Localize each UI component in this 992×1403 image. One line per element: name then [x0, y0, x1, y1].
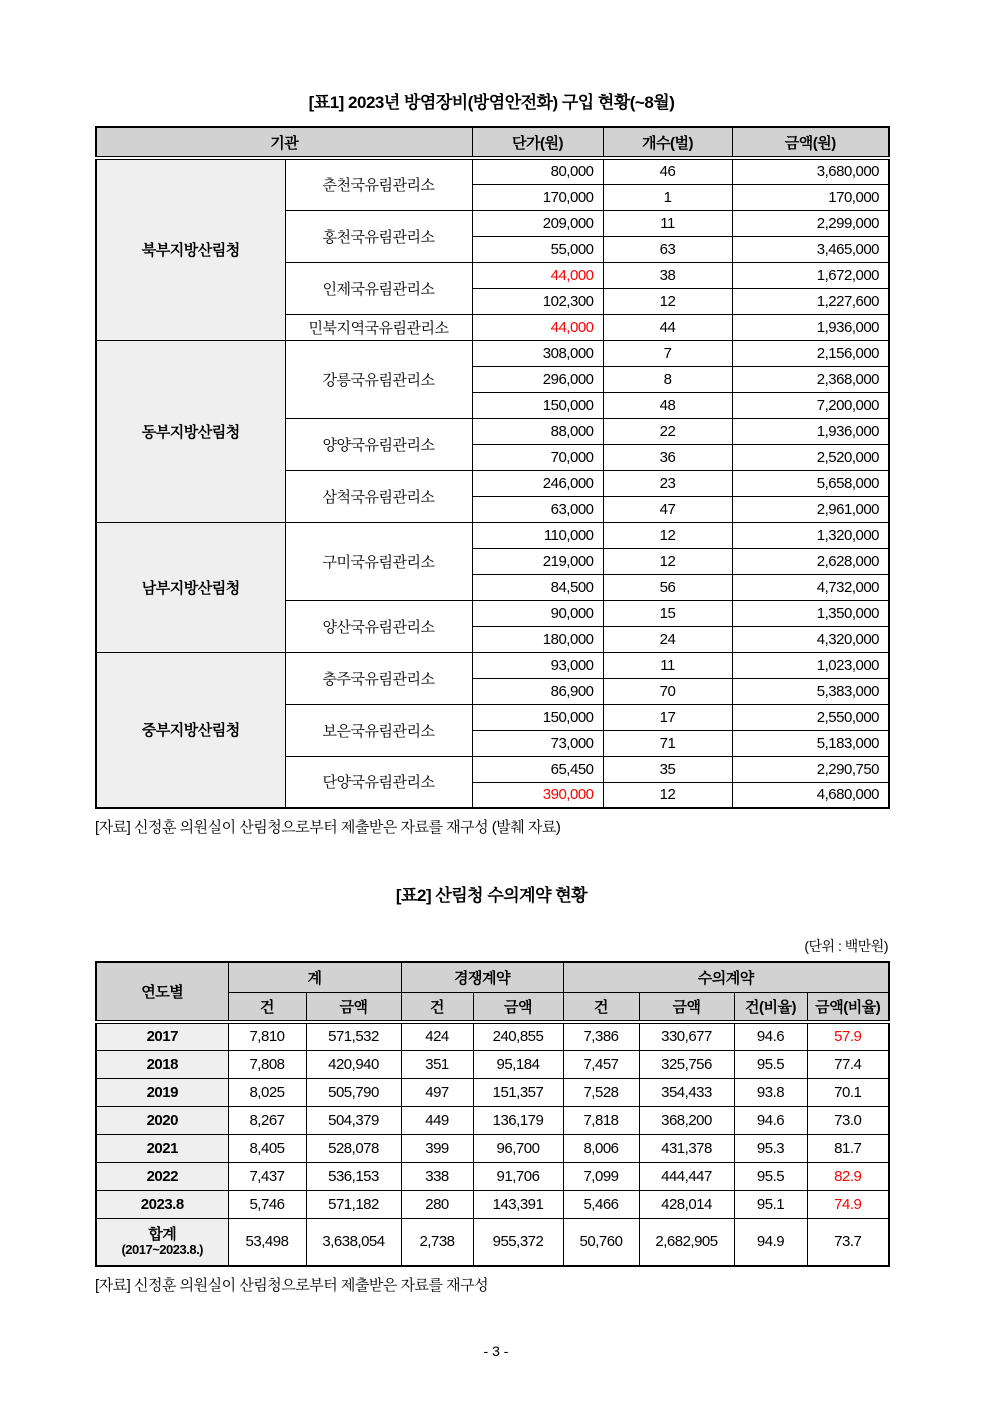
negotiated-count-ratio-cell: 95.3	[734, 1134, 807, 1162]
amount-cell: 1,023,000	[732, 652, 889, 678]
total-amount-cell: 3,638,054	[306, 1218, 401, 1266]
count-cell: 17	[603, 704, 732, 730]
unit-price-cell: 180,000	[472, 626, 603, 652]
amount-cell: 2,520,000	[732, 444, 889, 470]
unit-price-cell: 86,900	[472, 678, 603, 704]
unit-price-cell: 150,000	[472, 704, 603, 730]
count-cell: 1	[603, 184, 732, 210]
unit-price-cell: 308,000	[472, 340, 603, 366]
office-name-cell: 삼척국유림관리소	[285, 470, 472, 522]
competitive-amount-cell: 151,357	[473, 1078, 563, 1106]
negotiated-amount-ratio-cell: 57.9	[807, 1022, 889, 1050]
competitive-count-cell: 449	[401, 1106, 473, 1134]
unit-price-cell: 102,300	[472, 288, 603, 314]
table-row	[96, 522, 889, 548]
amount-cell: 170,000	[732, 184, 889, 210]
table2-subheader-competitive-amount: 금액	[473, 992, 563, 1022]
competitive-amount-cell: 91,706	[473, 1162, 563, 1190]
table1-header-row	[96, 127, 889, 158]
year-cell: 2021	[96, 1134, 228, 1162]
count-cell: 12	[603, 548, 732, 574]
amount-cell: 5,658,000	[732, 470, 889, 496]
negotiated-amount-ratio-cell: 73.7	[807, 1218, 889, 1266]
amount-cell: 1,227,600	[732, 288, 889, 314]
total-amount-cell: 505,790	[306, 1078, 401, 1106]
unit-price-cell: 219,000	[472, 548, 603, 574]
year-cell: 2022	[96, 1162, 228, 1190]
unit-price-cell: 44,000	[472, 314, 603, 340]
competitive-count-cell: 399	[401, 1134, 473, 1162]
negotiated-amount-cell: 428,014	[639, 1190, 734, 1218]
table-row	[96, 1190, 889, 1218]
office-name-cell: 춘천국유림관리소	[285, 158, 472, 210]
unit-price-cell: 170,000	[472, 184, 603, 210]
negotiated-amount-ratio-cell: 82.9	[807, 1162, 889, 1190]
unit-price-cell: 65,450	[472, 756, 603, 782]
amount-cell: 4,320,000	[732, 626, 889, 652]
total-count-cell: 8,405	[228, 1134, 306, 1162]
table-row	[96, 158, 889, 184]
count-cell: 24	[603, 626, 732, 652]
count-cell: 15	[603, 600, 732, 626]
table-row	[96, 1022, 889, 1050]
table2-source-note: [자료] 신정훈 의원실이 산림청으로부터 제출받은 자료를 재구성	[95, 1277, 489, 1294]
count-cell: 7	[603, 340, 732, 366]
regional-office-cell: 북부지방산림청	[96, 158, 285, 340]
office-name-cell: 구미국유림관리소	[285, 522, 472, 600]
total-count-cell: 7,437	[228, 1162, 306, 1190]
negotiated-amount-ratio-cell: 74.9	[807, 1190, 889, 1218]
total-count-cell: 7,810	[228, 1022, 306, 1050]
unit-price-cell: 246,000	[472, 470, 603, 496]
competitive-amount-cell: 95,184	[473, 1050, 563, 1078]
negotiated-count-ratio-cell: 95.5	[734, 1162, 807, 1190]
negotiated-amount-cell: 444,447	[639, 1162, 734, 1190]
count-cell: 36	[603, 444, 732, 470]
amount-cell: 4,732,000	[732, 574, 889, 600]
amount-cell: 5,383,000	[732, 678, 889, 704]
competitive-amount-cell: 136,179	[473, 1106, 563, 1134]
count-cell: 63	[603, 236, 732, 262]
count-cell: 12	[603, 288, 732, 314]
total-count-cell: 8,267	[228, 1106, 306, 1134]
negotiated-count-cell: 7,386	[563, 1022, 639, 1050]
office-name-cell: 강릉국유림관리소	[285, 340, 472, 418]
table2-subheader-count-ratio: 건(비율)	[734, 992, 807, 1022]
table2-subheader-negotiated-amount: 금액	[639, 992, 734, 1022]
competitive-count-cell: 2,738	[401, 1218, 473, 1266]
unit-price-cell: 70,000	[472, 444, 603, 470]
office-name-cell: 충주국유림관리소	[285, 652, 472, 704]
table2-subheader-negotiated-count: 건	[563, 992, 639, 1022]
table1-header-org: 기관	[96, 127, 472, 158]
amount-cell: 2,628,000	[732, 548, 889, 574]
negotiated-count-cell: 8,006	[563, 1134, 639, 1162]
total-count-cell: 53,498	[228, 1218, 306, 1266]
count-cell: 22	[603, 418, 732, 444]
table-row-total	[96, 1218, 889, 1266]
year-cell	[96, 1218, 228, 1266]
year-cell: 2020	[96, 1106, 228, 1134]
table2-subheader-total-count: 건	[228, 992, 306, 1022]
table-row	[96, 1106, 889, 1134]
amount-cell: 2,961,000	[732, 496, 889, 522]
table2-header-year: 연도별	[96, 962, 228, 1022]
competitive-amount-cell: 240,855	[473, 1022, 563, 1050]
count-cell: 46	[603, 158, 732, 184]
table-row	[96, 340, 889, 366]
amount-cell: 1,936,000	[732, 418, 889, 444]
competitive-count-cell: 424	[401, 1022, 473, 1050]
count-cell: 71	[603, 730, 732, 756]
negotiated-count-ratio-cell: 93.8	[734, 1078, 807, 1106]
negotiated-amount-cell: 368,200	[639, 1106, 734, 1134]
amount-cell: 3,465,000	[732, 236, 889, 262]
total-range-label: (2017~2023.8.)	[121, 1242, 204, 1258]
year-cell: 2019	[96, 1078, 228, 1106]
competitive-amount-cell: 143,391	[473, 1190, 563, 1218]
regional-office-cell: 중부지방산림청	[96, 652, 285, 808]
negotiated-count-ratio-cell: 94.6	[734, 1106, 807, 1134]
negotiated-amount-cell: 325,756	[639, 1050, 734, 1078]
unit-note: (단위 : 백만원)	[804, 938, 888, 954]
competitive-count-cell: 351	[401, 1050, 473, 1078]
count-cell: 35	[603, 756, 732, 782]
total-amount-cell: 536,153	[306, 1162, 401, 1190]
count-cell: 56	[603, 574, 732, 600]
count-cell: 70	[603, 678, 732, 704]
competitive-amount-cell: 96,700	[473, 1134, 563, 1162]
count-cell: 23	[603, 470, 732, 496]
count-cell: 38	[603, 262, 732, 288]
total-count-cell: 7,808	[228, 1050, 306, 1078]
total-amount-cell: 504,379	[306, 1106, 401, 1134]
amount-cell: 4,680,000	[732, 782, 889, 808]
page-content	[95, 0, 888, 1295]
regional-office-cell: 남부지방산림청	[96, 522, 285, 652]
negotiated-count-cell: 7,528	[563, 1078, 639, 1106]
page-number: - 3 -	[483, 1343, 509, 1359]
negotiated-amount-cell: 330,677	[639, 1022, 734, 1050]
amount-cell: 2,299,000	[732, 210, 889, 236]
unit-price-cell: 63,000	[472, 496, 603, 522]
total-amount-cell: 420,940	[306, 1050, 401, 1078]
unit-price-cell: 73,000	[472, 730, 603, 756]
year-cell: 2018	[96, 1050, 228, 1078]
table2-subheader-total-amount: 금액	[306, 992, 401, 1022]
count-cell: 12	[603, 522, 732, 548]
negotiated-count-cell: 5,466	[563, 1190, 639, 1218]
amount-cell: 7,200,000	[732, 392, 889, 418]
total-amount-cell: 528,078	[306, 1134, 401, 1162]
unit-price-cell: 90,000	[472, 600, 603, 626]
unit-price-cell: 390,000	[472, 782, 603, 808]
office-name-cell: 보은국유림관리소	[285, 704, 472, 756]
office-name-cell: 단양국유림관리소	[285, 756, 472, 808]
year-cell: 2023.8	[96, 1190, 228, 1218]
table2-header-total: 계	[228, 962, 401, 992]
count-cell: 48	[603, 392, 732, 418]
count-cell: 47	[603, 496, 732, 522]
table2-header-negotiated: 수의계약	[563, 962, 889, 992]
total-amount-cell: 571,532	[306, 1022, 401, 1050]
amount-cell: 2,368,000	[732, 366, 889, 392]
negotiated-contract-table	[95, 961, 890, 1267]
negotiated-amount-ratio-cell: 81.7	[807, 1134, 889, 1162]
table-row	[96, 1050, 889, 1078]
negotiated-count-ratio-cell: 94.6	[734, 1022, 807, 1050]
unit-price-cell: 209,000	[472, 210, 603, 236]
competitive-count-cell: 280	[401, 1190, 473, 1218]
amount-cell: 2,156,000	[732, 340, 889, 366]
unit-price-cell: 296,000	[472, 366, 603, 392]
competitive-count-cell: 338	[401, 1162, 473, 1190]
total-amount-cell: 571,182	[306, 1190, 401, 1218]
negotiated-count-ratio-cell: 94.9	[734, 1218, 807, 1266]
table2-subheader-amount-ratio: 금액(비율)	[807, 992, 889, 1022]
amount-cell: 5,183,000	[732, 730, 889, 756]
table1-source-note: [자료] 신정훈 의원실이 산림청으로부터 제출받은 자료를 재구성 (발췌 자료)	[95, 819, 561, 836]
office-name-cell: 양양국유림관리소	[285, 418, 472, 470]
competitive-count-cell: 497	[401, 1078, 473, 1106]
count-cell: 44	[603, 314, 732, 340]
amount-cell: 3,680,000	[732, 158, 889, 184]
table2-header-row-1	[96, 962, 889, 992]
equipment-purchase-table	[95, 126, 890, 809]
amount-cell: 1,350,000	[732, 600, 889, 626]
negotiated-count-ratio-cell: 95.1	[734, 1190, 807, 1218]
negotiated-count-cell: 7,457	[563, 1050, 639, 1078]
amount-cell: 2,290,750	[732, 756, 889, 782]
table-row	[96, 652, 889, 678]
amount-cell: 2,550,000	[732, 704, 889, 730]
amount-cell: 1,672,000	[732, 262, 889, 288]
unit-price-cell: 88,000	[472, 418, 603, 444]
regional-office-cell: 동부지방산림청	[96, 340, 285, 522]
negotiated-amount-ratio-cell: 73.0	[807, 1106, 889, 1134]
negotiated-amount-ratio-cell: 70.1	[807, 1078, 889, 1106]
competitive-amount-cell: 955,372	[473, 1218, 563, 1266]
unit-price-cell: 55,000	[472, 236, 603, 262]
unit-price-cell: 110,000	[472, 522, 603, 548]
unit-price-cell: 150,000	[472, 392, 603, 418]
count-cell: 8	[603, 366, 732, 392]
total-count-cell: 8,025	[228, 1078, 306, 1106]
negotiated-count-cell: 50,760	[563, 1218, 639, 1266]
count-cell: 11	[603, 652, 732, 678]
amount-cell: 1,320,000	[732, 522, 889, 548]
table-row	[96, 1078, 889, 1106]
year-cell: 2017	[96, 1022, 228, 1050]
table1-header-unit-price: 단가(원)	[472, 127, 603, 158]
negotiated-count-cell: 7,099	[563, 1162, 639, 1190]
total-count-cell: 5,746	[228, 1190, 306, 1218]
unit-price-cell: 44,000	[472, 262, 603, 288]
table-row	[96, 1162, 889, 1190]
table2-subheader-competitive-count: 건	[401, 992, 473, 1022]
negotiated-amount-cell: 2,682,905	[639, 1218, 734, 1266]
negotiated-amount-cell: 431,378	[639, 1134, 734, 1162]
table1-header-count: 개수(벌)	[603, 127, 732, 158]
office-name-cell: 양산국유림관리소	[285, 600, 472, 652]
amount-cell: 1,936,000	[732, 314, 889, 340]
count-cell: 12	[603, 782, 732, 808]
negotiated-count-ratio-cell: 95.5	[734, 1050, 807, 1078]
table1-header-amount: 금액(원)	[732, 127, 889, 158]
table1-title: [표1] 2023년 방염장비(방염안전화) 구입 현황(~8월)	[308, 93, 675, 112]
negotiated-amount-ratio-cell: 77.4	[807, 1050, 889, 1078]
office-name-cell: 홍천국유림관리소	[285, 210, 472, 262]
total-label: 합계	[148, 1226, 177, 1244]
count-cell: 11	[603, 210, 732, 236]
negotiated-count-cell: 7,818	[563, 1106, 639, 1134]
office-name-cell: 민북지역국유림관리소	[285, 314, 472, 340]
table2-header-competitive: 경쟁계약	[401, 962, 563, 992]
office-name-cell: 인제국유림관리소	[285, 262, 472, 314]
unit-price-cell: 84,500	[472, 574, 603, 600]
table-row	[96, 1134, 889, 1162]
table2-title: [표2] 산림청 수의계약 현황	[395, 886, 588, 905]
negotiated-amount-cell: 354,433	[639, 1078, 734, 1106]
unit-price-cell: 80,000	[472, 158, 603, 184]
unit-price-cell: 93,000	[472, 652, 603, 678]
